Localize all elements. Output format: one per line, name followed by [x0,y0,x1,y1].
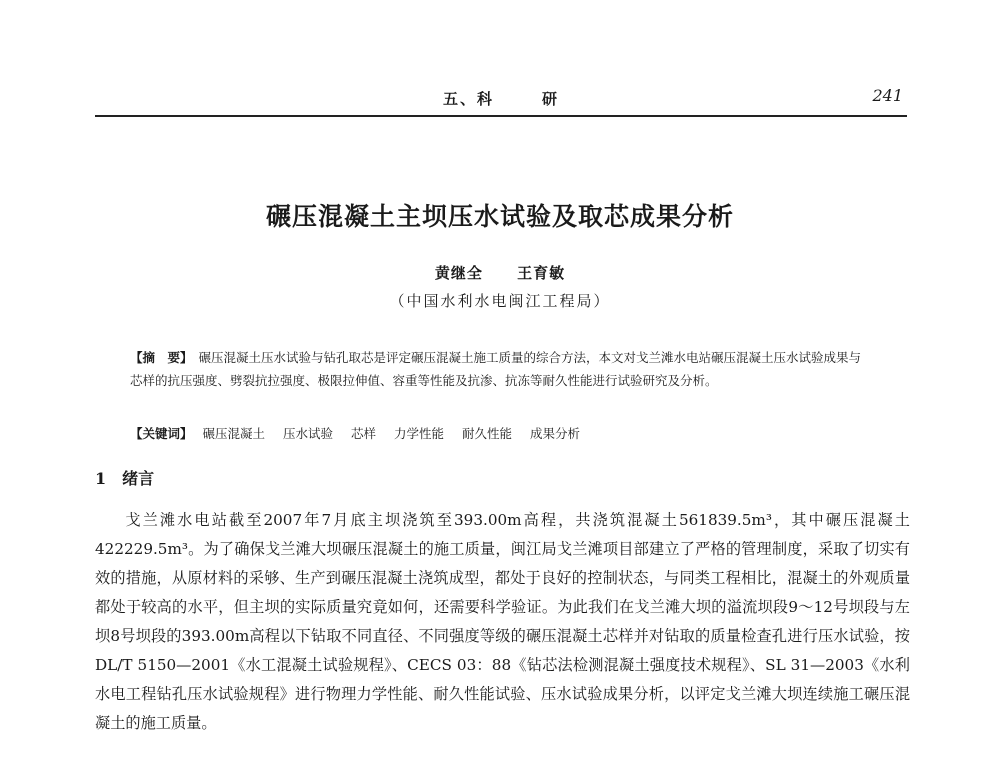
keyword: 碾压混凝土 [202,426,266,441]
body-paragraph: 戈兰滩水电站截至2007年7月底主坝浇筑至393.00m高程，共浇筑混凝土561839.5m³，其中碾压混凝土422229.5m³。为了确保戈兰滩大坝碾压混凝土的施工质量，闽江局戈兰滩项目部建立了严格的管理制度，采取了切实有效的措施，从原材料的采够、生产到碾压混凝土浇筑成型，都处于良好的控制状态，与同类工程相比，混凝土的外观质量都处于较高的水平，但主坝的实际质量究竟如何，还需要科学验证。为此我们在戈兰滩大坝的溢流坝段9～12号坝段与左坝8号坝段的393.00m高程以下钻取不同直径、不同强度等级的碾压混凝土芯样并对钻取的质量检查孔进行压水试验，按DL/T 5150—2001《水工混凝土试验规程》、CECS 03：88《钻芯法检测混凝土强度技术规程》、SL 31—2003《水利水电工程钻孔压水试验规程》进行物理力学性能、耐久性能试验、压水试验成果分析，以评定戈兰滩大坝连续施工碾压混凝土的施工质量。 [95,511,910,732]
keywords [130,424,870,442]
abstract-text: 碾压混凝土压水试验与钻孔取芯是评定碾压混凝土施工质量的综合方法，本文对戈兰滩水电站碾压混凝土压水试验成果与芯样的抗压强度、劈裂抗拉强度、极限拉伸值、容重等性能及抗渗、抗冻等耐久性能进行试验研究及分析。 [130,350,862,388]
section-title: 绪言 [122,469,155,488]
author-name: 王育敏 [517,264,566,282]
header-divider [95,115,907,117]
page-number: 241 [872,86,903,105]
section-title-part1: 五、科 [442,90,494,108]
running-section-title [95,88,907,109]
keyword: 成果分析 [530,426,581,441]
affiliation: （中国水利水电闽江工程局） [389,292,611,310]
paper-title: 碾压混凝土主坝压水试验及取芯成果分析 [265,202,734,231]
keyword: 耐久性能 [462,426,513,441]
keyword: 压水试验 [283,426,334,441]
author-name: 黄继全 [434,264,483,282]
abstract-label: 【摘 要】 [130,350,193,365]
page-header [95,84,907,116]
author-list [0,262,1000,283]
keyword: 力学性能 [394,426,445,441]
keywords-label: 【关键词】 [130,426,193,441]
keyword: 芯样 [351,426,377,441]
section-title-part2: 研 [542,90,560,108]
section-heading [95,466,154,489]
section-number: 1 [95,469,107,488]
abstract [130,346,870,392]
